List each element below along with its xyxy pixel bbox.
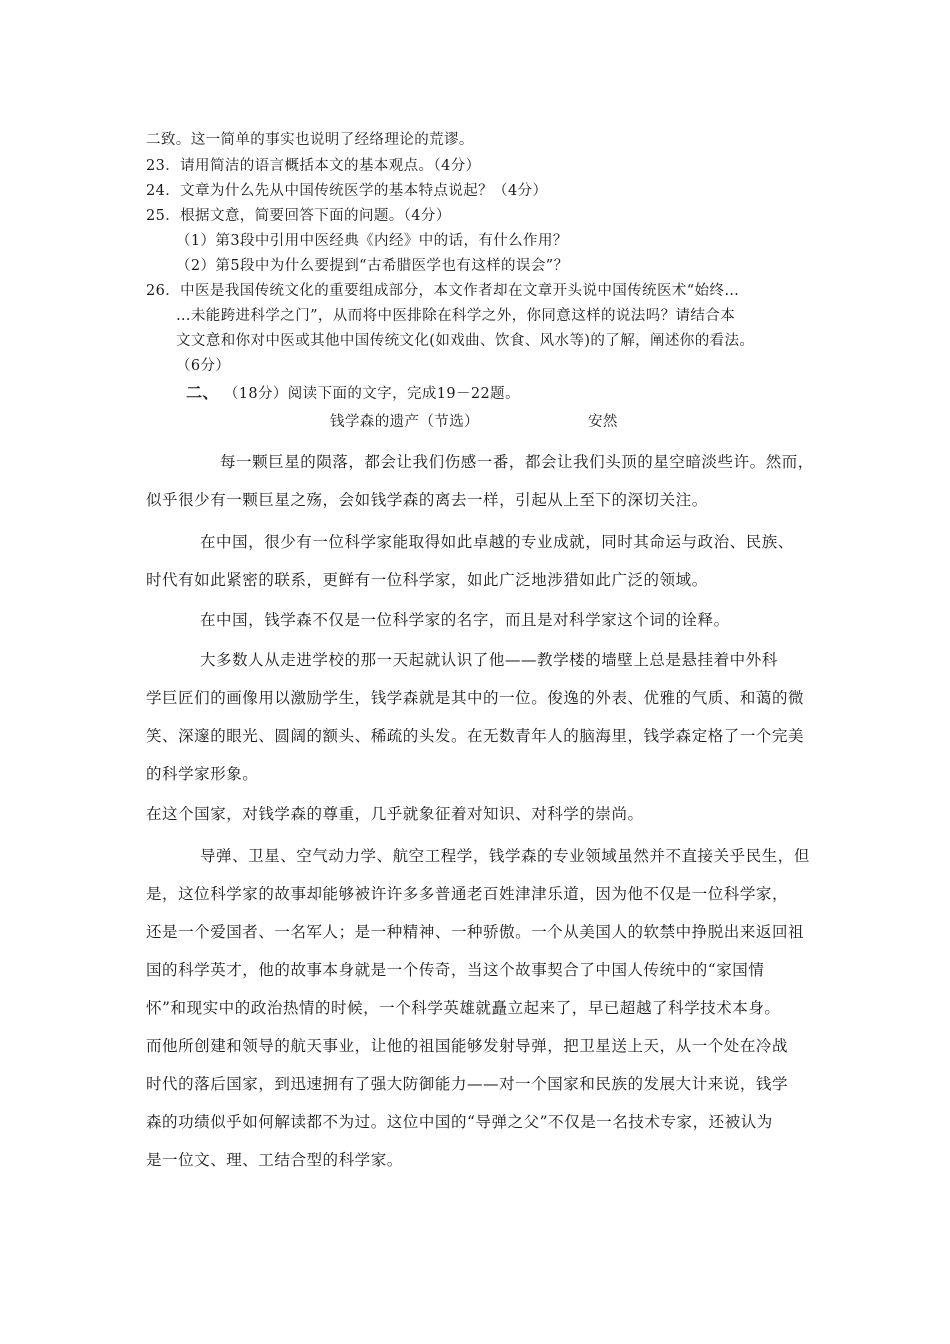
article-line: 学巨匠们的画像用以激励学生，钱学森就是其中的一位。俊逸的外表、优雅的气质、和蔼的微 [146,689,805,707]
article-line: 时代有如此紧密的联系，更鲜有一位科学家，如此广泛地涉猎如此广泛的领域。 [146,571,708,589]
article-line: 还是一个爱国者、一名军人；是一种精神、一种骄傲。一个从美国人的软禁中挣脱出来返回祖 [146,923,805,941]
article-line: 国的科学英才，他的故事本身就是一个传奇，当这个故事契合了中国人传统中的“家国情 [146,961,765,979]
article-line: 每一颗巨星的陨落，都会让我们伤感一番，都会让我们头顶的星空暗淡些许。然而， [220,453,814,471]
question-26-line: 文文意和你对中医或其他中国传统文化(如戏曲、饮食、风水等)的了解，阐述你的看法。 [176,333,755,349]
question-24: 24．文章为什么先从中国传统医学的基本特点说起？（4分） [146,183,548,199]
article-line: 而他所创建和领导的航天事业，让他的祖国能够发射导弹，把卫星送上天，从一个处在冷战 [146,1037,789,1055]
question-26-line: （6分） [176,358,231,374]
article-title: 钱学森的遗产（节选） [330,414,479,430]
article-line: 森的功绩似乎如何解读都不为过。这位中国的“导弹之父”不仅是一名技术专家，还被认为 [146,1113,773,1131]
question-25: 25．根据文意，简要回答下面的问题。（4分） [146,208,451,224]
question-26-line: 26．中医是我国传统文化的重要组成部分，本文作者却在文章开头说中国传统医术“始终… [146,283,740,299]
article-line: 在中国，钱学森不仅是一位科学家的名字，而且是对科学家这个词的诠释。 [200,611,730,629]
article-line: 笑、深邃的眼光、圆阔的额头、稀疏的头发。在无数青年人的脑海里，钱学森定格了一个完美 [146,727,805,745]
article-line: 的科学家形象。 [146,765,259,783]
article-author: 安然 [588,414,618,430]
article-line: 大多数人从走进学校的那一天起就认识了他——教学楼的墙壁上总是悬挂着中外科 [200,651,778,669]
article-line: 在这个国家，对钱学森的尊重，几乎就象征着对知识、对科学的崇尚。 [146,805,644,823]
question-25-part-1: （1）第3段中引用中医经典《内经》中的话，有什么作用？ [176,233,568,249]
article-line: 怀”和现实中的政治热情的时候，一个科学英雄就矗立起来了，早已超越了科学技术本身。 [146,999,781,1017]
question-23: 23．请用简洁的语言概括本文的基本观点。（4分） [146,158,481,174]
article-line: 似乎很少有一颗巨星之殇，会如钱学森的离去一样，引起从上至下的深切关注。 [146,491,708,509]
question-25-part-2: （2）第5段中为什么要提到“古希腊医学也有这样的误会”？ [176,258,569,274]
section-header [186,380,520,403]
question-26-line: …未能跨进科学之门”，从而将中医排除在科学之外，你同意这样的说法吗？请结合本 [176,308,736,324]
previous-passage-line: 二致。这一简单的事实也说明了经络理论的荒谬。 [146,132,474,148]
section-number: 二、 [186,383,219,402]
article-line: 是，这位科学家的故事却能够被许许多多普通老百姓津津乐道，因为他不仅是一位科学家， [146,885,789,903]
article-line: 导弹、卫星、空气动力学、航空工程学，钱学森的专业领域虽然并不直接关乎民生，但 [200,847,810,865]
section-instruction: （18分）阅读下面的文字，完成19－22题。 [223,386,520,402]
article-line: 在中国，很少有一位科学家能取得如此卓越的专业成就，同时其命运与政治、民族、 [200,533,794,551]
article-line: 是一位文、理、工结合型的科学家。 [146,1151,403,1169]
article-line: 时代的落后国家，到迅速拥有了强大防御能力——对一个国家和民族的发展大计来说，钱学 [146,1075,789,1093]
